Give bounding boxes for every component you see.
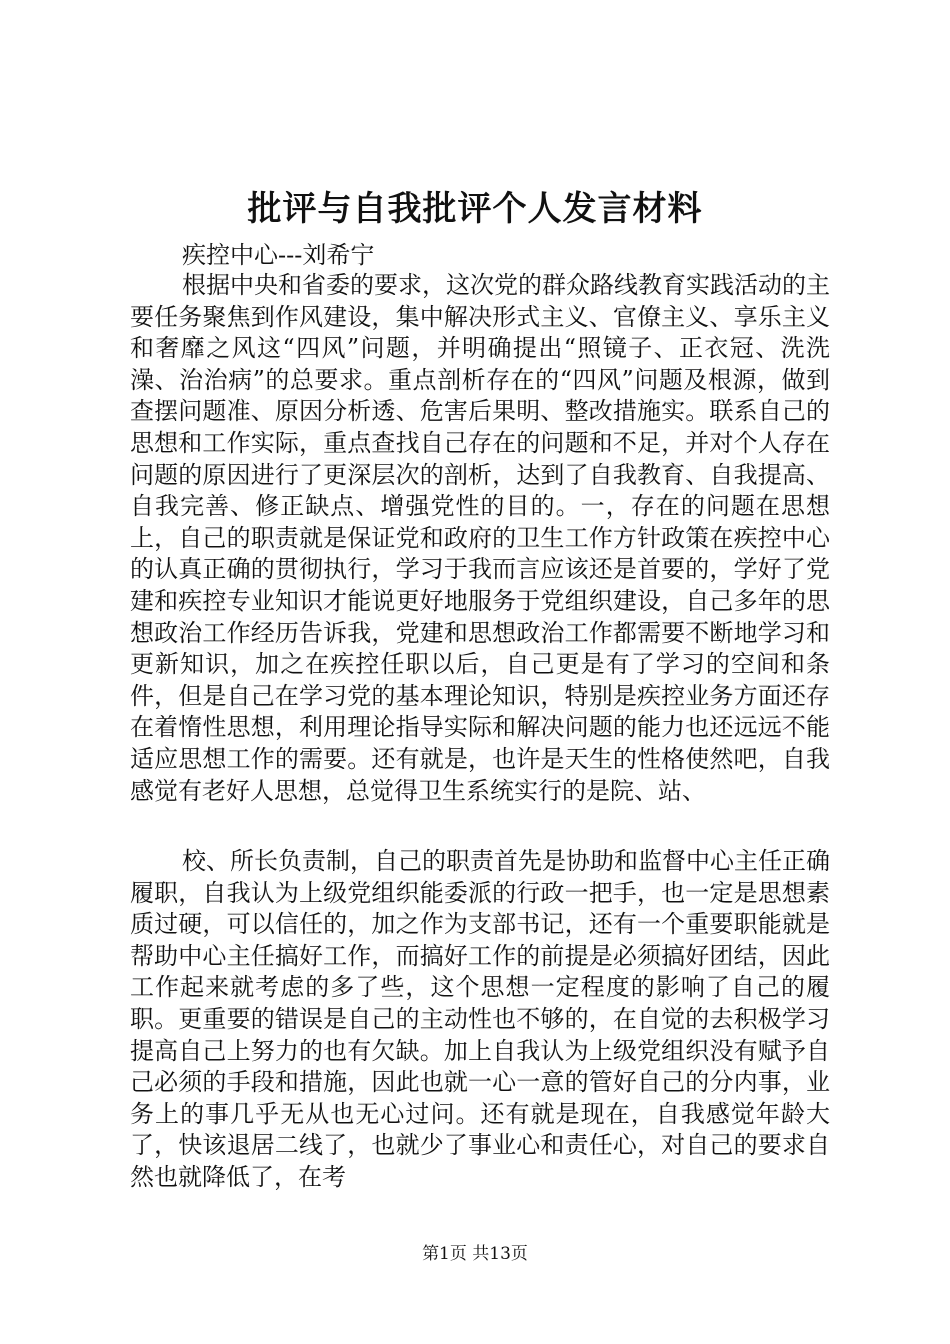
body-paragraph-2: 校、所长负责制，自己的职责首先是协助和监督中心主任正确履职，自我认为上级党组织能委派的行政一把手，也一定是思想素质过硬，可以信任的，加之作为支部书记，还有一个重要职能就是帮助中心主任搞好工作，而搞好工作的前提是必须搞好团结，因此工作起来就考虑的多了些，这个思想一定程度的影响了自己的履职。更重要的错误是自己的主动性也不够的，在自觉的去积极学习提高自己上努力的也有欠缺。加上自我认为上级党组织没有赋予自己必须的手段和措施，因此也就一心一意的管好自己的分内事，业务上的事几乎无从也无心过问。还有就是现在，自我感觉年龄大了，快该退居二线了，也就少了事业心和责任心，对自己的要求自然也就降低了，在考 — [130, 847, 830, 1191]
body-paragraph-1: 根据中央和省委的要求，这次党的群众路线教育实践活动的主要任务聚焦到作风建设，集中解决形式主义、官僚主义、享乐主义和奢靡之风这“四风”问题，并明确提出“照镜子、正衣冠、洗洗澡、治治病”的总要求。重点剖析存在的“四风”问题及根源，做到查摆问题准、原因分析透、危害后果明、整改措施实。联系自己的思想和工作实际，重点查找自己存在的问题和不足，并对个人存在问题的原因进行了更深层次的剖析，达到了自我教育、自我提高、自我完善、修正缺点、增强党性的目的。一，存在的问题在思想上，自己的职责就是保证党和政府的卫生工作方针政策在疾控中心的认真正确的贯彻执行，学习于我而言应该还是首要的，学好了党建和疾控专业知识才能说更好地服务于党组织建设，自己多年的思想政治工作经历告诉我，党建和思想政治工作都需要不断地学习和更新知识，加之在疾控任职以后，自己更是有了学习的空间和条件，但是自己在学习党的基本理论知识，特别是疾控业务方面还存在着惰性思想，利用理论指导实际和解决问题的能力也还远远不能适应思想工作的需要。还有就是，也许是天生的性格使然吧，自我感觉有老好人思想，总觉得卫生系统实行的是院、站、 — [130, 271, 830, 805]
page-number-footer: 第1页 共13页 — [422, 1244, 528, 1264]
author-line: 疾控中心---刘希宁 — [182, 241, 375, 269]
document-title: 批评与自我批评个人发言材料 — [247, 189, 703, 229]
